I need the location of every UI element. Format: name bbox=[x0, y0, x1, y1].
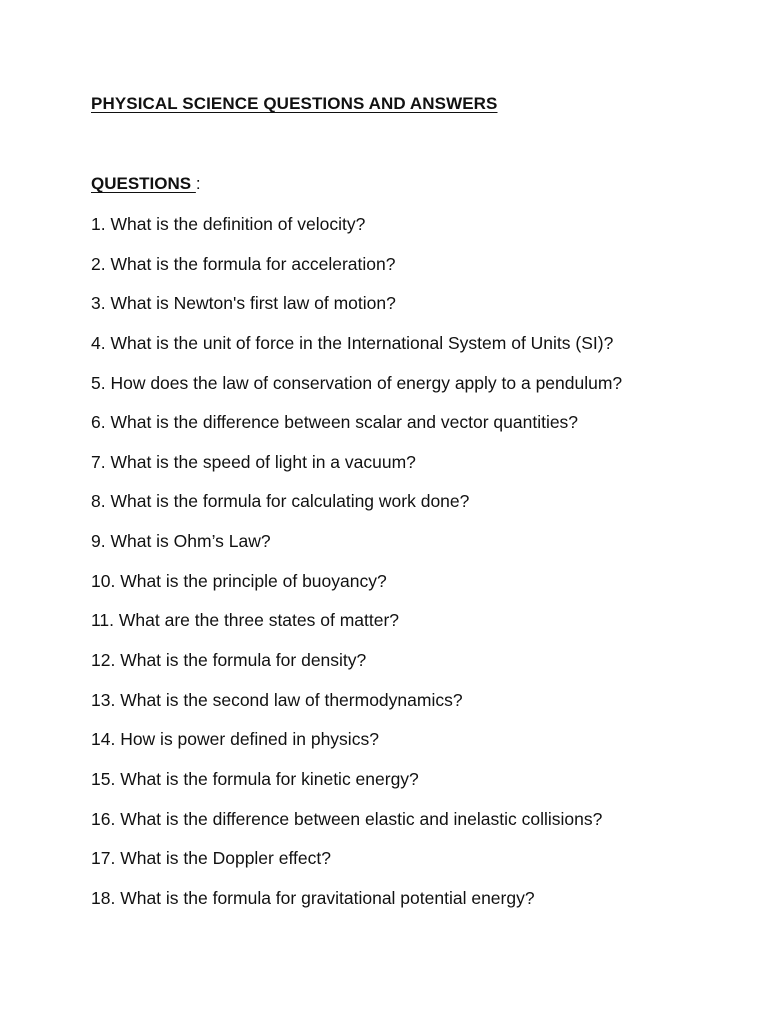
question-item-10: 10. What is the principle of buoyancy? bbox=[91, 570, 387, 591]
question-item-2: 2. What is the formula for acceleration? bbox=[91, 253, 396, 274]
question-item-6: 6. What is the difference between scalar and vector quantities? bbox=[91, 412, 579, 433]
questions-heading bbox=[91, 174, 201, 194]
document-title: PHYSICAL SCIENCE QUESTIONS AND ANSWERS bbox=[91, 94, 498, 113]
question-item-16: 16. What is the difference between elastic and inelastic collisions? bbox=[91, 808, 603, 829]
question-item-3: 3. What is Newton's first law of motion? bbox=[91, 293, 396, 314]
question-item-12: 12. What is the formula for density? bbox=[91, 650, 367, 671]
question-item-13: 13. What is the second law of thermodynamics? bbox=[91, 689, 463, 710]
question-item-4: 4. What is the unit of force in the International System of Units (SI)? bbox=[91, 332, 614, 353]
question-item-14: 14. How is power defined in physics? bbox=[91, 729, 379, 750]
questions-heading-label: QUESTIONS bbox=[91, 174, 196, 193]
question-item-18: 18. What is the formula for gravitational potential energy? bbox=[91, 887, 535, 908]
question-item-11: 11. What are the three states of matter? bbox=[91, 610, 400, 631]
question-item-7: 7. What is the speed of light in a vacuum? bbox=[91, 451, 416, 472]
question-item-9: 9. What is Ohm’s Law? bbox=[91, 531, 271, 552]
question-item-15: 15. What is the formula for kinetic energy? bbox=[91, 768, 419, 789]
question-item-5: 5. How does the law of conservation of energy apply to a pendulum? bbox=[91, 372, 623, 393]
question-list bbox=[91, 212, 622, 926]
questions-heading-colon: : bbox=[195, 174, 201, 193]
question-item-17: 17. What is the Doppler effect? bbox=[91, 848, 331, 869]
question-item-1: 1. What is the definition of velocity? bbox=[91, 214, 366, 234]
question-item-8: 8. What is the formula for calculating work done? bbox=[91, 491, 470, 512]
